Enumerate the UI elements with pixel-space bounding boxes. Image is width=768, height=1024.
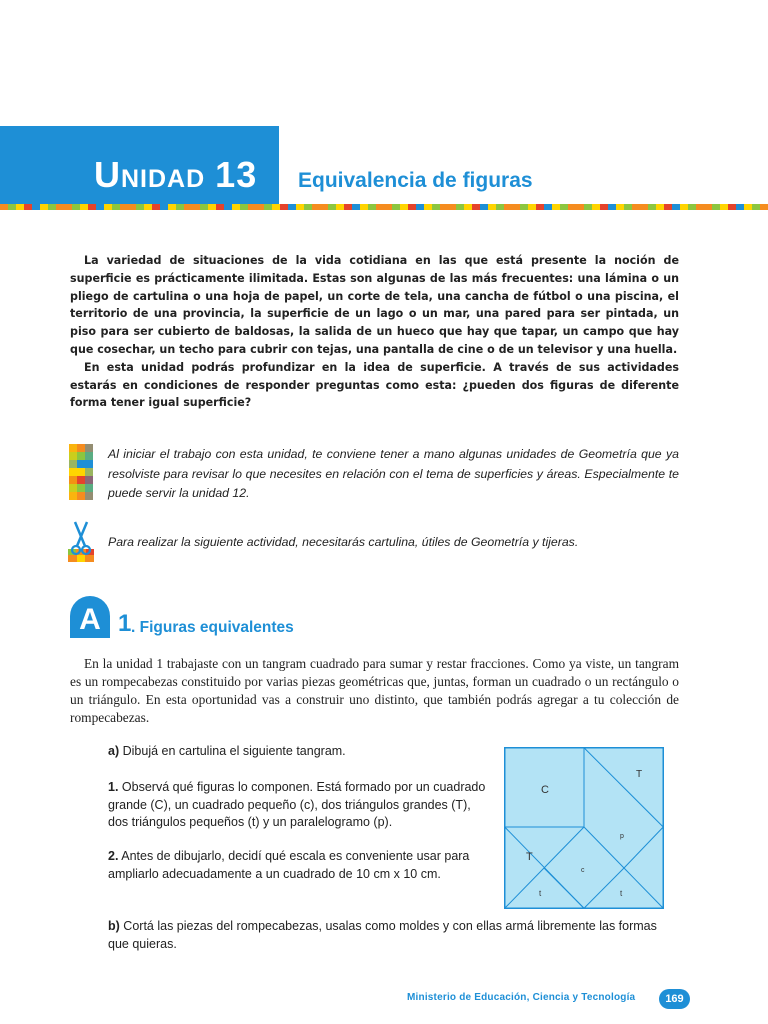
unit-title bbox=[94, 155, 257, 199]
decorative-mosaic-strip bbox=[0, 204, 768, 210]
section-title: . Figuras equivalentes bbox=[131, 619, 294, 636]
activity-a bbox=[108, 743, 478, 761]
activity-a-text: Dibujá en cartulina el siguiente tangram. bbox=[122, 744, 346, 758]
section-badge: A bbox=[70, 596, 110, 638]
item-1-text: Observá qué figuras lo componen. Está formado por un cuadrado grande (C), un cuadrado pequeño (c), dos triángulos grandes (T), dos triángulos pequeños (t) y un paralelogramo (p). bbox=[108, 780, 486, 829]
label-C: C bbox=[541, 784, 549, 796]
item-2-label: 2. bbox=[108, 849, 119, 863]
section-number: 1 bbox=[118, 610, 132, 637]
intro-paragraph-2: En esta unidad podrás profundizar en la idea de superficie. A través de sus actividades estarás en condiciones de responder preguntas como esta: ¿pueden dos figuras de diferente forma tener igual superficie? bbox=[70, 360, 679, 410]
unit-number: 13 bbox=[215, 154, 258, 195]
label-t-left: t bbox=[539, 889, 542, 898]
tangram-figure bbox=[504, 747, 664, 909]
label-T-left: T bbox=[526, 851, 533, 863]
item-2-text: Antes de dibujarlo, decidí qué escala es conveniente usar para ampliarlo adecuadamente a un cuadrado de 10 cm x 10 cm. bbox=[108, 849, 470, 881]
activity-b bbox=[108, 918, 680, 953]
note-review: Al iniciar el trabajo con esta unidad, te conviene tener a mano algunas unidades de Geometría que ya resolviste para revisar lo que necesites en relación con el tema de superficies y áreas. Especialmente te puede servir la unidad 12. bbox=[108, 447, 679, 500]
intro-text bbox=[70, 252, 679, 412]
unit-title-cap: U bbox=[94, 154, 121, 195]
label-c: c bbox=[581, 867, 585, 874]
section-body bbox=[70, 655, 679, 727]
activity-item-2 bbox=[108, 848, 488, 883]
label-p: p bbox=[620, 833, 624, 840]
mosaic-note-icon bbox=[69, 444, 93, 500]
unit-title-rest: NIDAD bbox=[121, 165, 206, 193]
section-paragraph: En la unidad 1 trabajaste con un tangram cuadrado para sumar y restar fracciones. Como ya viste, un tangram es un rompecabezas constituido por varias piezas geométricas que, juntas, forman un cuadrado o un rectángulo o un triángulo. En esta oportunidad vas a construir uno distinto, que también podrás agregar a tu colección de rompecabezas. bbox=[70, 656, 679, 725]
activity-b-label: b) bbox=[108, 919, 120, 933]
note-materials: Para realizar la siguiente actividad, necesitarás cartulina, útiles de Geometría y tijeras. bbox=[108, 535, 579, 549]
footer-ministry: Ministerio de Educación, Ciencia y Tecnología bbox=[407, 992, 636, 1003]
activity-item-1 bbox=[108, 779, 488, 832]
page-number: 169 bbox=[659, 989, 690, 1009]
chapter-title: Equivalencia de figuras bbox=[298, 169, 533, 192]
item-1-label: 1. bbox=[108, 780, 119, 794]
label-t-right: t bbox=[620, 889, 623, 898]
scissors-icon bbox=[68, 520, 94, 562]
activity-b-text: Cortá las piezas del rompecabezas, usalas como moldes y con ellas armá libremente las formas que quieras. bbox=[108, 919, 657, 951]
activity-a-label: a) bbox=[108, 744, 120, 758]
intro-paragraph-1: La variedad de situaciones de la vida cotidiana en las que está presente la noción de superficie es prácticamente ilimitada. Estas son algunas de las más frecuentes: una lámina o un pliego de cartulina o una hoja de papel, un corte de tela, una cancha de fútbol o una piscina, el territorio de una provincia, la superficie de un lago o un mar, una pared para ser pintada, un piso para ser cubierto de baldosas, la salida de un hueco que hay que tapar, un campo que hay que cosechar, un techo para cubrir con tejas, una pantalla de cine o de un televisor y una huella. bbox=[70, 254, 679, 356]
label-T-top: T bbox=[636, 769, 643, 780]
